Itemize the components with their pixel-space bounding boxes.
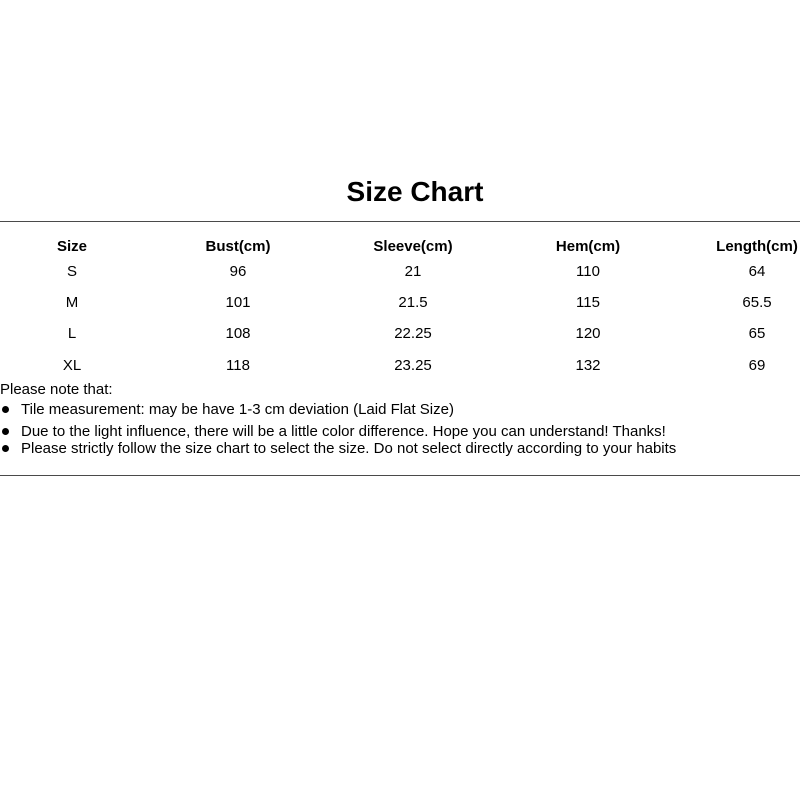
page-title: Size Chart bbox=[346, 176, 484, 207]
note-item: Tile measurement: may be have 1-3 cm deviation (Laid Flat Size) bbox=[21, 401, 454, 418]
table-cell-bust: 101 bbox=[225, 294, 251, 311]
column-header-bust: Bust(cm) bbox=[205, 238, 271, 255]
column-header-size: Size bbox=[56, 238, 87, 255]
table-cell-hem: 115 bbox=[576, 294, 600, 311]
table-cell-length: 65 bbox=[748, 325, 766, 342]
column-header-hem: Hem(cm) bbox=[555, 238, 621, 255]
note-item: Due to the light influence, there will be a little color difference. Hope you can understand! Thanks! bbox=[21, 423, 666, 440]
note-item: Please strictly follow the size chart to select the size. Do not select directly according to your habits bbox=[21, 440, 677, 457]
bullet-icon bbox=[2, 428, 9, 435]
table-cell-length: 69 bbox=[748, 357, 766, 374]
table-cell-size: L bbox=[67, 325, 77, 342]
table-cell-sleeve: 21.5 bbox=[398, 294, 428, 311]
table-cell-length: 65.5 bbox=[742, 294, 772, 311]
table-cell-hem: 110 bbox=[576, 263, 600, 280]
table-cell-sleeve: 23.25 bbox=[394, 357, 432, 374]
column-header-length: Length(cm) bbox=[716, 238, 798, 255]
table-cell-size: S bbox=[66, 263, 77, 280]
table-cell-length: 64 bbox=[748, 263, 766, 280]
table-cell-hem: 132 bbox=[575, 357, 601, 374]
table-cell-size: M bbox=[65, 294, 79, 311]
table-cell-bust: 96 bbox=[229, 263, 247, 280]
notes-label: Please note that: bbox=[0, 381, 113, 398]
column-header-sleeve: Sleeve(cm) bbox=[373, 238, 453, 255]
divider-top bbox=[0, 221, 800, 222]
table-cell-size: XL bbox=[62, 357, 82, 374]
bullet-icon bbox=[2, 406, 9, 413]
table-cell-sleeve: 21 bbox=[404, 263, 422, 280]
table-cell-hem: 120 bbox=[575, 325, 601, 342]
table-cell-bust: 118 bbox=[226, 357, 250, 374]
table-cell-sleeve: 22.25 bbox=[394, 325, 432, 342]
bullet-icon bbox=[2, 445, 9, 452]
divider-bottom bbox=[0, 475, 800, 476]
table-cell-bust: 108 bbox=[225, 325, 251, 342]
